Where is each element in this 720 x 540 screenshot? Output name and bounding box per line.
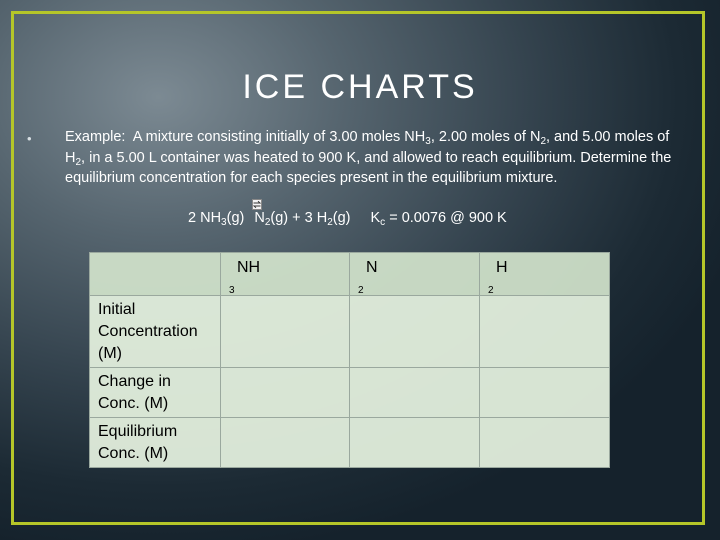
row-label-initial: Initial Concentration (M) [90, 296, 221, 368]
table-row [90, 296, 610, 368]
problem-text-1: A mixture consisting initially of 3.00 moles NH [132, 129, 426, 145]
example-label: Example: [65, 129, 126, 145]
header-n2: N $_2$ [350, 253, 480, 296]
slide-title: ICE CHARTS [242, 68, 478, 106]
eq-k: K [370, 210, 381, 226]
table-row [90, 418, 610, 468]
header-h2: H $_2$ [480, 253, 610, 296]
problem-sub-2: 2 [540, 136, 546, 147]
eq-k-sub: c [380, 217, 386, 228]
bullet-marker: • [27, 131, 32, 146]
eq-nh3-sub: 3 [221, 217, 227, 228]
cell-equilibrium-n2[interactable] [350, 418, 480, 468]
problem-text-4: , in a 5.00 L container was heated to 900 K, and allowed to reach equilibrium. Determine the equilibrium concentration for each species present in the equilibrium mixture. [65, 149, 672, 186]
row-label-equilibrium: Equilibrium Conc. (M) [90, 418, 221, 468]
eq-n2: N [254, 210, 265, 226]
reaction-equation [188, 210, 507, 226]
cell-initial-n2[interactable] [350, 296, 480, 368]
ice-table [89, 252, 610, 468]
eq-n2-sub: 2 [264, 217, 271, 228]
equilibrium-arrow-icon [252, 199, 262, 210]
eq-nh3: 2 NH [188, 210, 222, 226]
eq-h2-state: (g) [332, 210, 351, 226]
cell-equilibrium-h2[interactable] [480, 418, 610, 468]
problem-text-3: , and 5.00 moles of H [65, 129, 670, 166]
eq-nh3-state: (g) [226, 210, 245, 226]
cell-equilibrium-nh3[interactable] [221, 418, 350, 468]
cell-initial-h2[interactable] [480, 296, 610, 368]
problem-text-2: , 2.00 moles of N [430, 129, 541, 145]
row-label-change: Change in Conc. (M) [90, 368, 221, 418]
header-nh3: NH $_3$ [221, 253, 350, 296]
problem-sub-3: 2 [75, 156, 82, 168]
table-header-row [90, 253, 610, 296]
cell-initial-nh3[interactable] [221, 296, 350, 368]
table-row [90, 368, 610, 418]
eq-k-value: = 0.0076 @ 900 K [389, 210, 507, 226]
problem-sub-1: 3 [425, 136, 431, 147]
cell-change-h2[interactable] [480, 368, 610, 418]
eq-h2-sub: 2 [327, 217, 333, 228]
cell-change-nh3[interactable] [221, 368, 350, 418]
table-corner-cell [90, 253, 221, 296]
problem-statement [65, 127, 675, 189]
eq-n2-state: (g) + 3 H [270, 210, 328, 226]
cell-change-n2[interactable] [350, 368, 480, 418]
